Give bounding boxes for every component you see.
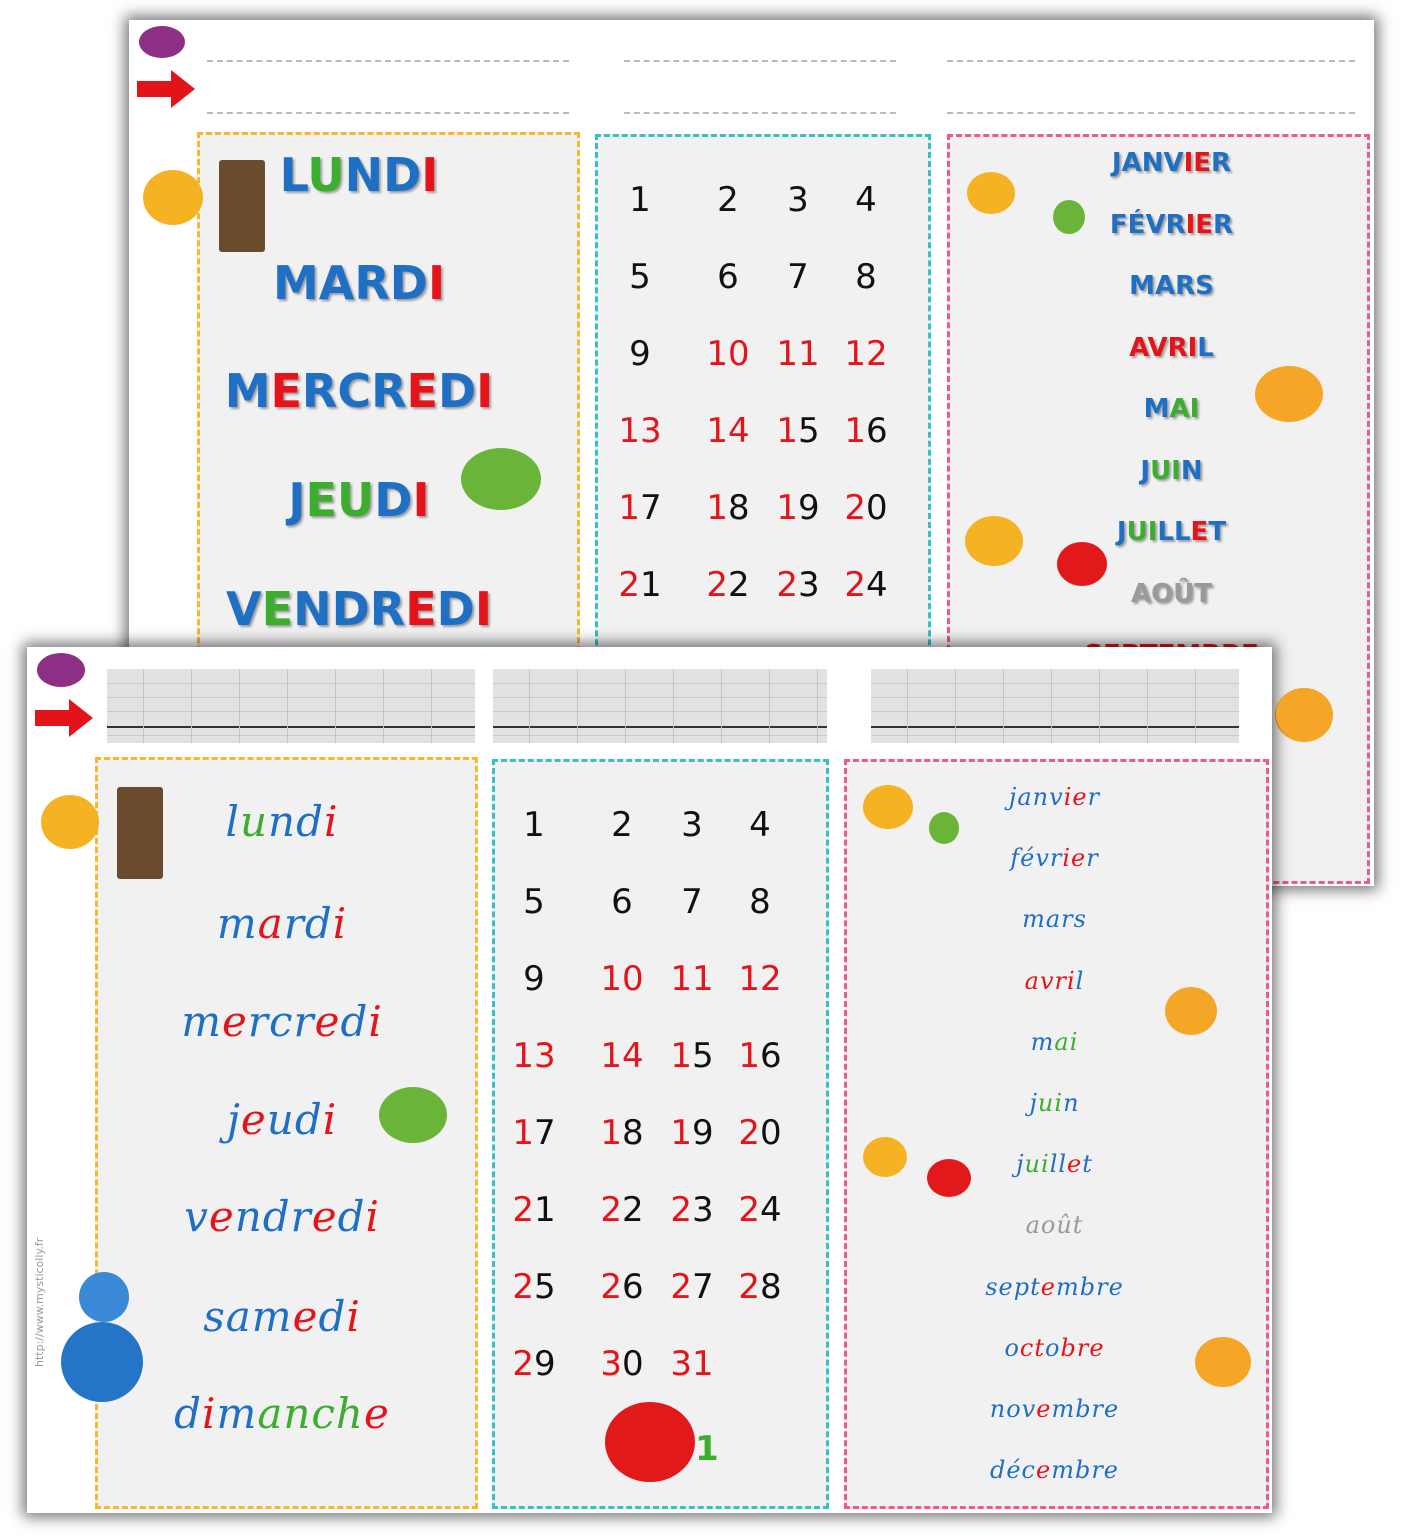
- writing-band: [871, 669, 1239, 743]
- writing-band: [107, 669, 475, 743]
- month-label: janvier: [1008, 783, 1101, 811]
- number-cell: 21: [618, 565, 662, 605]
- month-label: mars: [1022, 905, 1087, 934]
- number-cell: 16: [738, 1036, 782, 1076]
- month-label: MARS: [1129, 271, 1214, 301]
- month-label: juin: [1029, 1089, 1080, 1117]
- day-label: dimanche: [174, 1389, 390, 1438]
- number-cell: 1: [523, 805, 545, 845]
- number-cell: 7: [787, 257, 809, 297]
- number-cell: 2: [717, 180, 739, 220]
- red-arrow-icon: [35, 699, 93, 737]
- month-label: novembre: [989, 1395, 1120, 1423]
- number-cell: 2: [611, 805, 633, 845]
- number-cell: 16: [844, 411, 888, 451]
- painter-monster-icon: [41, 795, 99, 849]
- number-cell: 18: [706, 488, 750, 528]
- month-label: FÉVRIER: [1109, 209, 1234, 240]
- number-cell: 8: [855, 257, 877, 297]
- month-label: AOÛT: [1130, 578, 1213, 609]
- number-cell: 8: [749, 882, 771, 922]
- number-cell: 12: [738, 959, 782, 999]
- number-cell: 6: [717, 257, 739, 297]
- month-label: JUILLET: [1116, 517, 1227, 547]
- number-cell: 5: [629, 257, 651, 297]
- number-cell: 4: [749, 805, 771, 845]
- writing-band: [493, 669, 827, 743]
- number-cell: 22: [706, 565, 750, 605]
- writing-line: [947, 60, 1355, 62]
- red-arrow-icon: [137, 70, 195, 108]
- number-cell: 1: [629, 180, 651, 220]
- month-label: février: [1010, 844, 1099, 873]
- chef-monster-icon: [967, 172, 1015, 214]
- day-label: mercredi: [181, 997, 383, 1046]
- number-cell: 18: [600, 1113, 644, 1153]
- chef-monster-icon: [863, 785, 913, 829]
- day-label: MERCREDI: [224, 364, 494, 418]
- day-label: vendredi: [184, 1192, 380, 1241]
- month-label: avril: [1024, 966, 1085, 995]
- number-cell: 13: [512, 1036, 556, 1076]
- number-cell: 10: [706, 334, 750, 374]
- day-label: lundi: [225, 797, 339, 846]
- writing-line: [947, 112, 1355, 114]
- green-one-icon: 1: [695, 1429, 719, 1469]
- month-label: mai: [1030, 1027, 1079, 1056]
- purple-monster-icon: [37, 653, 85, 687]
- day-label: jeudi: [226, 1095, 338, 1144]
- month-label: MAI: [1143, 394, 1200, 424]
- number-cell: 17: [618, 488, 662, 528]
- number-cell: 15: [776, 411, 820, 451]
- number-cell: 14: [600, 1036, 644, 1076]
- painting-monster-icon: [965, 516, 1023, 566]
- month-label: JUIN: [1140, 455, 1203, 486]
- front-worksheet: [27, 647, 1272, 1513]
- number-cell: 11: [776, 334, 820, 374]
- writing-line: [624, 112, 896, 114]
- number-cell: 23: [670, 1190, 714, 1230]
- number-cell: 9: [629, 334, 651, 374]
- number-cell: 3: [681, 805, 703, 845]
- month-label: décembre: [989, 1456, 1119, 1485]
- number-cell: 20: [844, 488, 888, 528]
- month-label: octobre: [1004, 1333, 1105, 1362]
- number-cell: 25: [512, 1267, 556, 1307]
- number-cell: 14: [706, 411, 750, 451]
- number-cell: 21: [512, 1190, 556, 1230]
- earth-globe-icon: [79, 1272, 129, 1322]
- number-cell: 27: [670, 1267, 714, 1307]
- number-cell: 31: [670, 1344, 714, 1384]
- number-cell: 5: [523, 882, 545, 922]
- month-label: août: [1025, 1211, 1084, 1240]
- number-cell: 24: [738, 1190, 782, 1230]
- day-label: MARDI: [272, 256, 446, 310]
- day-label: VENDREDI: [226, 582, 492, 636]
- painting-monster-icon: [863, 1137, 907, 1177]
- number-cell: 24: [844, 565, 888, 605]
- purple-monster-icon: [139, 26, 185, 58]
- day-label: mardi: [216, 899, 348, 948]
- month-label: JANVIER: [1111, 148, 1232, 178]
- writing-line: [207, 60, 569, 62]
- month-label: AVRIL: [1129, 332, 1214, 363]
- number-cell: 23: [776, 565, 820, 605]
- number-cell: 7: [681, 882, 703, 922]
- writing-line: [207, 112, 569, 114]
- red-number-monster-icon: [605, 1402, 695, 1482]
- number-cell: 10: [600, 959, 644, 999]
- number-cell: 28: [738, 1267, 782, 1307]
- number-cell: 19: [776, 488, 820, 528]
- number-cell: 9: [523, 959, 545, 999]
- writing-line: [624, 60, 896, 62]
- painter-monster-icon: [143, 170, 203, 225]
- pumpkin-monster-icon: [1195, 1337, 1251, 1387]
- number-cell: 20: [738, 1113, 782, 1153]
- number-cell: 15: [670, 1036, 714, 1076]
- number-cell: 12: [844, 334, 888, 374]
- number-cell: 4: [855, 180, 877, 220]
- number-cell: 6: [611, 882, 633, 922]
- number-cell: 13: [618, 411, 662, 451]
- day-label: LUNDI: [279, 148, 439, 202]
- month-label: septembre: [985, 1272, 1124, 1301]
- number-cell: 19: [670, 1113, 714, 1153]
- number-cell: 11: [670, 959, 714, 999]
- king-monster-icon: [929, 812, 959, 844]
- number-cell: 3: [787, 180, 809, 220]
- blue-monster-icon: [61, 1322, 143, 1402]
- day-label: samedi: [203, 1292, 361, 1341]
- pumpkin-monster-icon: [1276, 688, 1332, 740]
- number-cell: 30: [600, 1344, 644, 1384]
- number-cell: 26: [600, 1267, 644, 1307]
- month-label: juillet: [1016, 1150, 1093, 1179]
- number-cell: 17: [512, 1113, 556, 1153]
- number-cell: 22: [600, 1190, 644, 1230]
- credit-text: http://www.mysticolly.fr: [33, 1237, 46, 1367]
- number-cell: 29: [512, 1344, 556, 1384]
- day-label: JEUDI: [288, 473, 430, 527]
- flower-monster-icon: [1165, 987, 1217, 1035]
